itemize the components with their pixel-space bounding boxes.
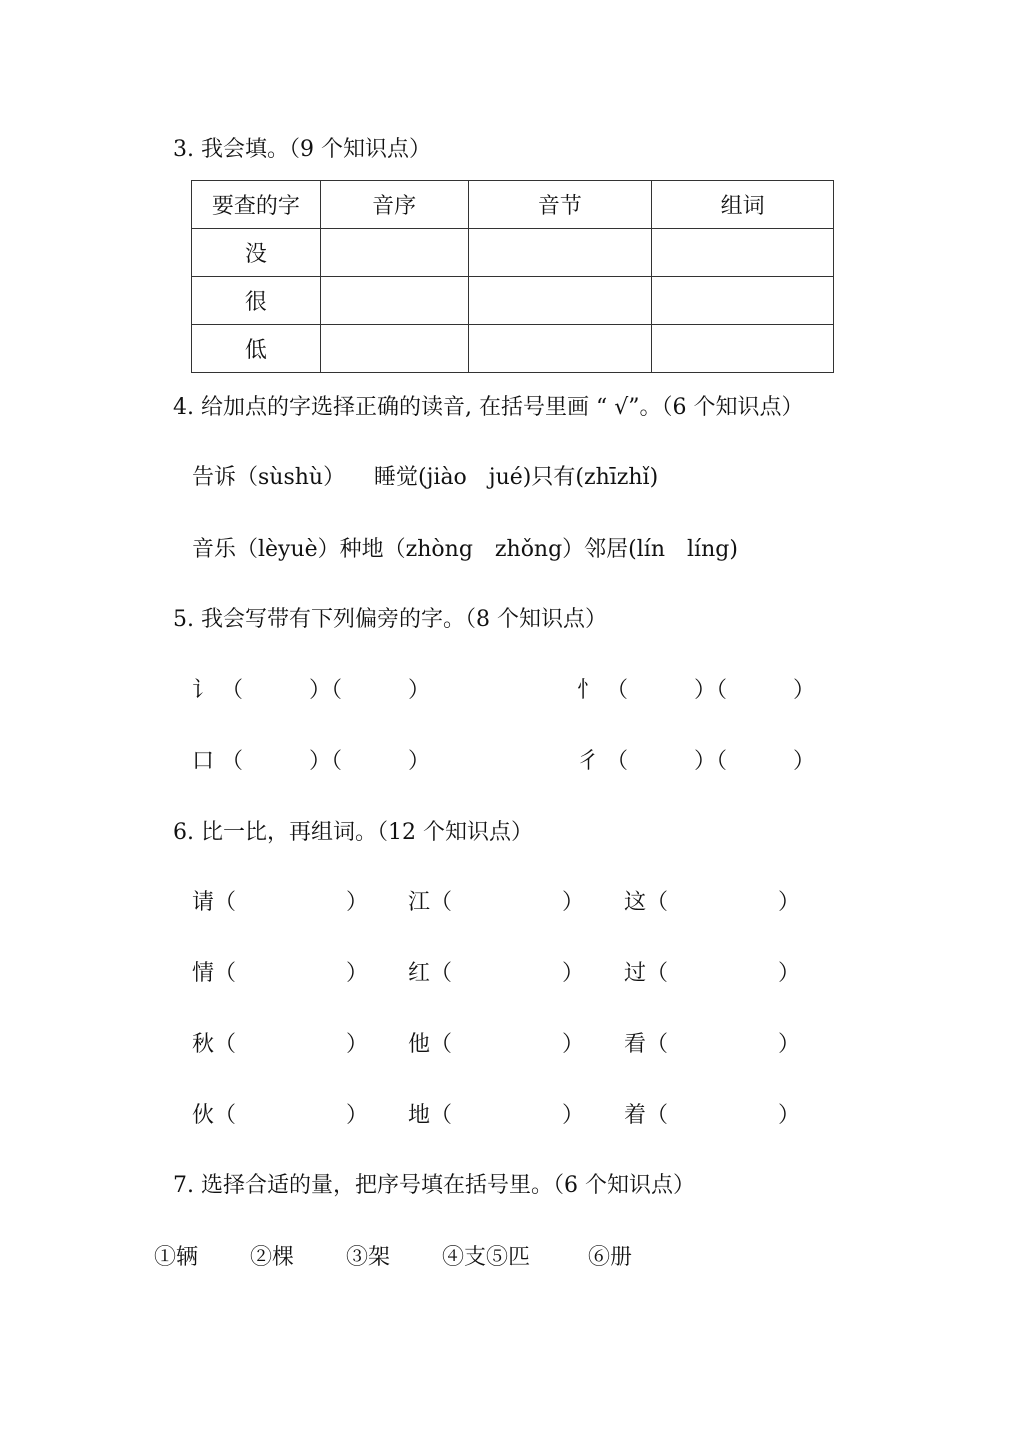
q3-title: 3. 我会填。（9 个知识点）	[173, 137, 431, 162]
compare-item	[408, 885, 584, 916]
header-phonetic-order: 音序	[320, 181, 468, 229]
compare-char: 情	[192, 961, 215, 986]
answer-parens[interactable]: （ ）	[430, 961, 585, 986]
table-char: 低	[192, 325, 321, 373]
radical: 彳	[577, 749, 600, 774]
header-syllable: 音节	[468, 181, 652, 229]
compare-char: 看	[624, 1032, 647, 1057]
answer-cell[interactable]	[468, 229, 652, 277]
answer-cell[interactable]	[320, 229, 468, 277]
q5-title: 5. 我会写带有下列偏旁的字。（8 个知识点）	[173, 607, 607, 632]
answer-parens[interactable]: （ ）	[646, 890, 801, 915]
answer-parens[interactable]: （ ）	[214, 1103, 369, 1128]
measure-option: ④支⑤匹	[442, 1245, 531, 1270]
compare-char: 这	[624, 890, 647, 915]
compare-item	[408, 1027, 584, 1058]
radical-item	[577, 744, 815, 775]
answer-cell[interactable]	[468, 325, 652, 373]
compare-char: 秋	[192, 1032, 215, 1057]
answer-cell[interactable]	[652, 229, 834, 277]
compare-char: 江	[408, 890, 431, 915]
answer-parens[interactable]: （ ）（ ）	[221, 749, 431, 774]
radical: 讠	[192, 678, 215, 703]
measure-option: ③架	[346, 1245, 391, 1270]
radical: 忄	[577, 678, 600, 703]
compare-item	[408, 1098, 584, 1129]
answer-parens[interactable]: （ ）	[214, 1032, 369, 1057]
compare-char: 伙	[192, 1103, 215, 1128]
answer-cell[interactable]	[652, 277, 834, 325]
radical-item	[192, 673, 430, 704]
measure-option: ⑥册	[588, 1245, 633, 1270]
table-row	[192, 229, 834, 277]
compare-char: 地	[408, 1103, 431, 1128]
answer-parens[interactable]: （ ）（ ）	[606, 749, 816, 774]
table-row	[192, 277, 834, 325]
radical: 口	[192, 749, 215, 774]
q4-title: 4. 给加点的字选择正确的读音, 在括号里画 “ √”。（6 个知识点）	[173, 395, 804, 420]
table-char: 没	[192, 229, 321, 277]
table-row	[192, 325, 834, 373]
answer-parens[interactable]: （ ）	[430, 890, 585, 915]
measure-option: ②棵	[250, 1245, 295, 1270]
compare-item	[192, 1027, 368, 1058]
answer-parens[interactable]: （ ）	[214, 890, 369, 915]
answer-parens[interactable]: （ ）	[430, 1032, 585, 1057]
answer-parens[interactable]: （ ）	[646, 1103, 801, 1128]
radical-item	[577, 673, 815, 704]
compare-item	[408, 956, 584, 987]
answer-parens[interactable]: （ ）	[214, 961, 369, 986]
answer-cell[interactable]	[320, 325, 468, 373]
q4-item: 睡觉(jiào jué)只有(zhīzhǐ)	[374, 465, 659, 490]
answer-cell[interactable]	[320, 277, 468, 325]
compare-char: 他	[408, 1032, 431, 1057]
table-char: 很	[192, 277, 321, 325]
answer-parens[interactable]: （ ）	[430, 1103, 585, 1128]
compare-item	[192, 885, 368, 916]
compare-item	[624, 885, 800, 916]
header-word: 组词	[652, 181, 834, 229]
q7-title: 7. 选择合适的量，把序号填在括号里。（6 个知识点）	[173, 1173, 695, 1198]
compare-char: 过	[624, 961, 647, 986]
answer-cell[interactable]	[468, 277, 652, 325]
header-char: 要查的字	[192, 181, 321, 229]
compare-item	[624, 1027, 800, 1058]
answer-cell[interactable]	[652, 325, 834, 373]
compare-item	[192, 1098, 368, 1129]
q4-item: 音乐（lèyuè）种地（zhòng zhǒng）邻居(lín líng)	[192, 537, 738, 562]
measure-option: ①辆	[154, 1245, 199, 1270]
compare-char: 请	[192, 890, 215, 915]
q4-item: 告诉（sùshù）	[192, 465, 346, 490]
lookup-table	[191, 180, 834, 373]
compare-char: 红	[408, 961, 431, 986]
answer-parens[interactable]: （ ）	[646, 961, 801, 986]
answer-parens[interactable]: （ ）（ ）	[606, 678, 816, 703]
answer-parens[interactable]: （ ）（ ）	[221, 678, 431, 703]
compare-item	[624, 1098, 800, 1129]
compare-item	[624, 956, 800, 987]
compare-item	[192, 956, 368, 987]
answer-parens[interactable]: （ ）	[646, 1032, 801, 1057]
compare-char: 着	[624, 1103, 647, 1128]
q6-title: 6. 比一比，再组词。（12 个知识点）	[173, 820, 533, 845]
radical-item	[192, 744, 430, 775]
table-header-row	[192, 181, 834, 229]
